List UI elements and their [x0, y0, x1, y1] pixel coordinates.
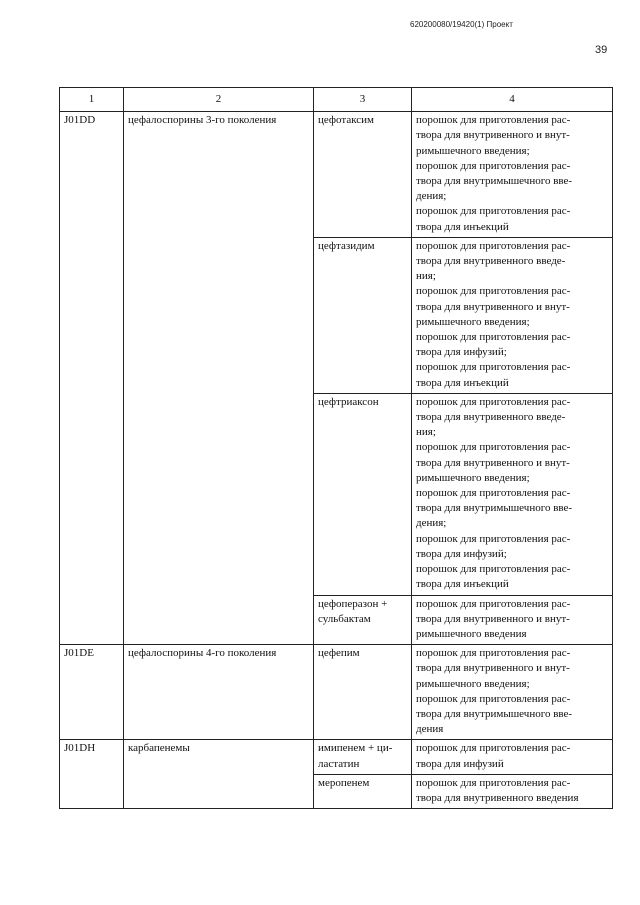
dosage-form-line: римышечного введения; [416, 677, 530, 690]
dosage-forms-cell [412, 740, 613, 774]
dosage-form-line: твора для инъекций [416, 376, 509, 389]
dosage-form-line: твора для инфузий; [416, 346, 507, 359]
dosage-form-line: порошок для приготовления рас- [416, 597, 571, 610]
dosage-form-line: твора для внутримышечного вве- [416, 175, 573, 188]
dosage-form-line: дения; [416, 517, 447, 530]
dosage-form-line: римышечного введения; [416, 315, 530, 328]
dosage-form-line: порошок для приготовления рас- [416, 114, 571, 127]
drug-group-cell: цефалоспорины 3-го поколения [124, 112, 314, 645]
dosage-form-line: римышечного введения [416, 627, 527, 640]
dosage-form-line: дения; [416, 190, 447, 203]
column-header-1: 1 [60, 88, 124, 112]
dosage-form-line: твора для внутривенного и внут- [416, 612, 570, 625]
dosage-form-line: твора для внутривенного введе- [416, 411, 566, 424]
dosage-forms-cell [412, 774, 613, 808]
dosage-forms-cell [412, 645, 613, 740]
dosage-form-line: ния; [416, 270, 436, 283]
dosage-form-line: твора для внутривенного и внут- [416, 662, 570, 675]
dosage-form-line: порошок для приготовления рас- [416, 239, 571, 252]
drug-name-cell: меропенем [314, 774, 412, 808]
drug-table [59, 87, 613, 809]
dosage-form-line: твора для инфузий [416, 757, 504, 770]
document-header-code: 620200080/19420(1) Проект [410, 20, 513, 29]
dosage-form-line: порошок для приготовления рас- [416, 647, 571, 660]
column-header-4: 4 [412, 88, 613, 112]
dosage-form-line: порошок для приготовления рас- [416, 776, 571, 789]
dosage-form-line: порошок для приготовления рас- [416, 361, 571, 374]
dosage-form-line: твора для внутримышечного вве- [416, 707, 573, 720]
dosage-form-line: твора для внутримышечного вве- [416, 502, 573, 515]
drug-name-cell: имипенем + ци-ластатин [314, 740, 412, 774]
drug-name-cell: цефтазидим [314, 237, 412, 393]
page-number: 39 [595, 44, 608, 56]
dosage-form-line: твора для внутривенного введе- [416, 255, 566, 268]
drug-name-cell: цефепим [314, 645, 412, 740]
dosage-form-line: порошок для приготовления рас- [416, 159, 571, 172]
dosage-form-line: порошок для приготовления рас- [416, 742, 571, 755]
column-header-2: 2 [124, 88, 314, 112]
atc-code-cell: J01DH [60, 740, 124, 809]
dosage-form-line: твора для внутривенного и внут- [416, 129, 570, 142]
dosage-form-line: твора для инъекций [416, 578, 509, 591]
dosage-form-line: римышечного введения; [416, 144, 530, 157]
drug-group-cell: карбапенемы [124, 740, 314, 809]
dosage-form-line: твора для инфузий; [416, 547, 507, 560]
dosage-forms-cell [412, 237, 613, 393]
table-row [60, 112, 613, 238]
dosage-form-line: порошок для приготовления рас- [416, 692, 571, 705]
table-body [60, 112, 613, 809]
dosage-form-line: твора для внутривенного введения [416, 791, 579, 804]
drug-name-cell: цефотаксим [314, 112, 412, 238]
dosage-form-line: порошок для приготовления рас- [416, 487, 571, 500]
dosage-form-line: порошок для приготовления рас- [416, 331, 571, 344]
dosage-form-line: ния; [416, 426, 436, 439]
atc-code-cell: J01DD [60, 112, 124, 645]
drug-name-cell: цефтриаксон [314, 393, 412, 595]
table-header-row [60, 88, 613, 112]
dosage-form-line: порошок для приготовления рас- [416, 205, 571, 218]
dosage-form-line: римышечного введения; [416, 471, 530, 484]
dosage-form-line: дения [416, 723, 444, 736]
dosage-form-line: порошок для приготовления рас- [416, 563, 571, 576]
table-row [60, 645, 613, 740]
atc-code-cell: J01DE [60, 645, 124, 740]
drug-group-cell: цефалоспорины 4-го поколения [124, 645, 314, 740]
dosage-form-line: твора для инъекций [416, 220, 509, 233]
drug-name-cell: цефоперазон + сульбактам [314, 595, 412, 645]
dosage-forms-cell [412, 595, 613, 645]
table-row [60, 740, 613, 774]
dosage-form-line: твора для внутривенного и внут- [416, 456, 570, 469]
dosage-form-line: твора для внутривенного и внут- [416, 300, 570, 313]
dosage-forms-cell [412, 393, 613, 595]
dosage-form-line: порошок для приготовления рас- [416, 532, 571, 545]
dosage-form-line: порошок для приготовления рас- [416, 441, 571, 454]
dosage-forms-cell [412, 112, 613, 238]
column-header-3: 3 [314, 88, 412, 112]
dosage-form-line: порошок для приготовления рас- [416, 285, 571, 298]
dosage-form-line: порошок для приготовления рас- [416, 395, 571, 408]
